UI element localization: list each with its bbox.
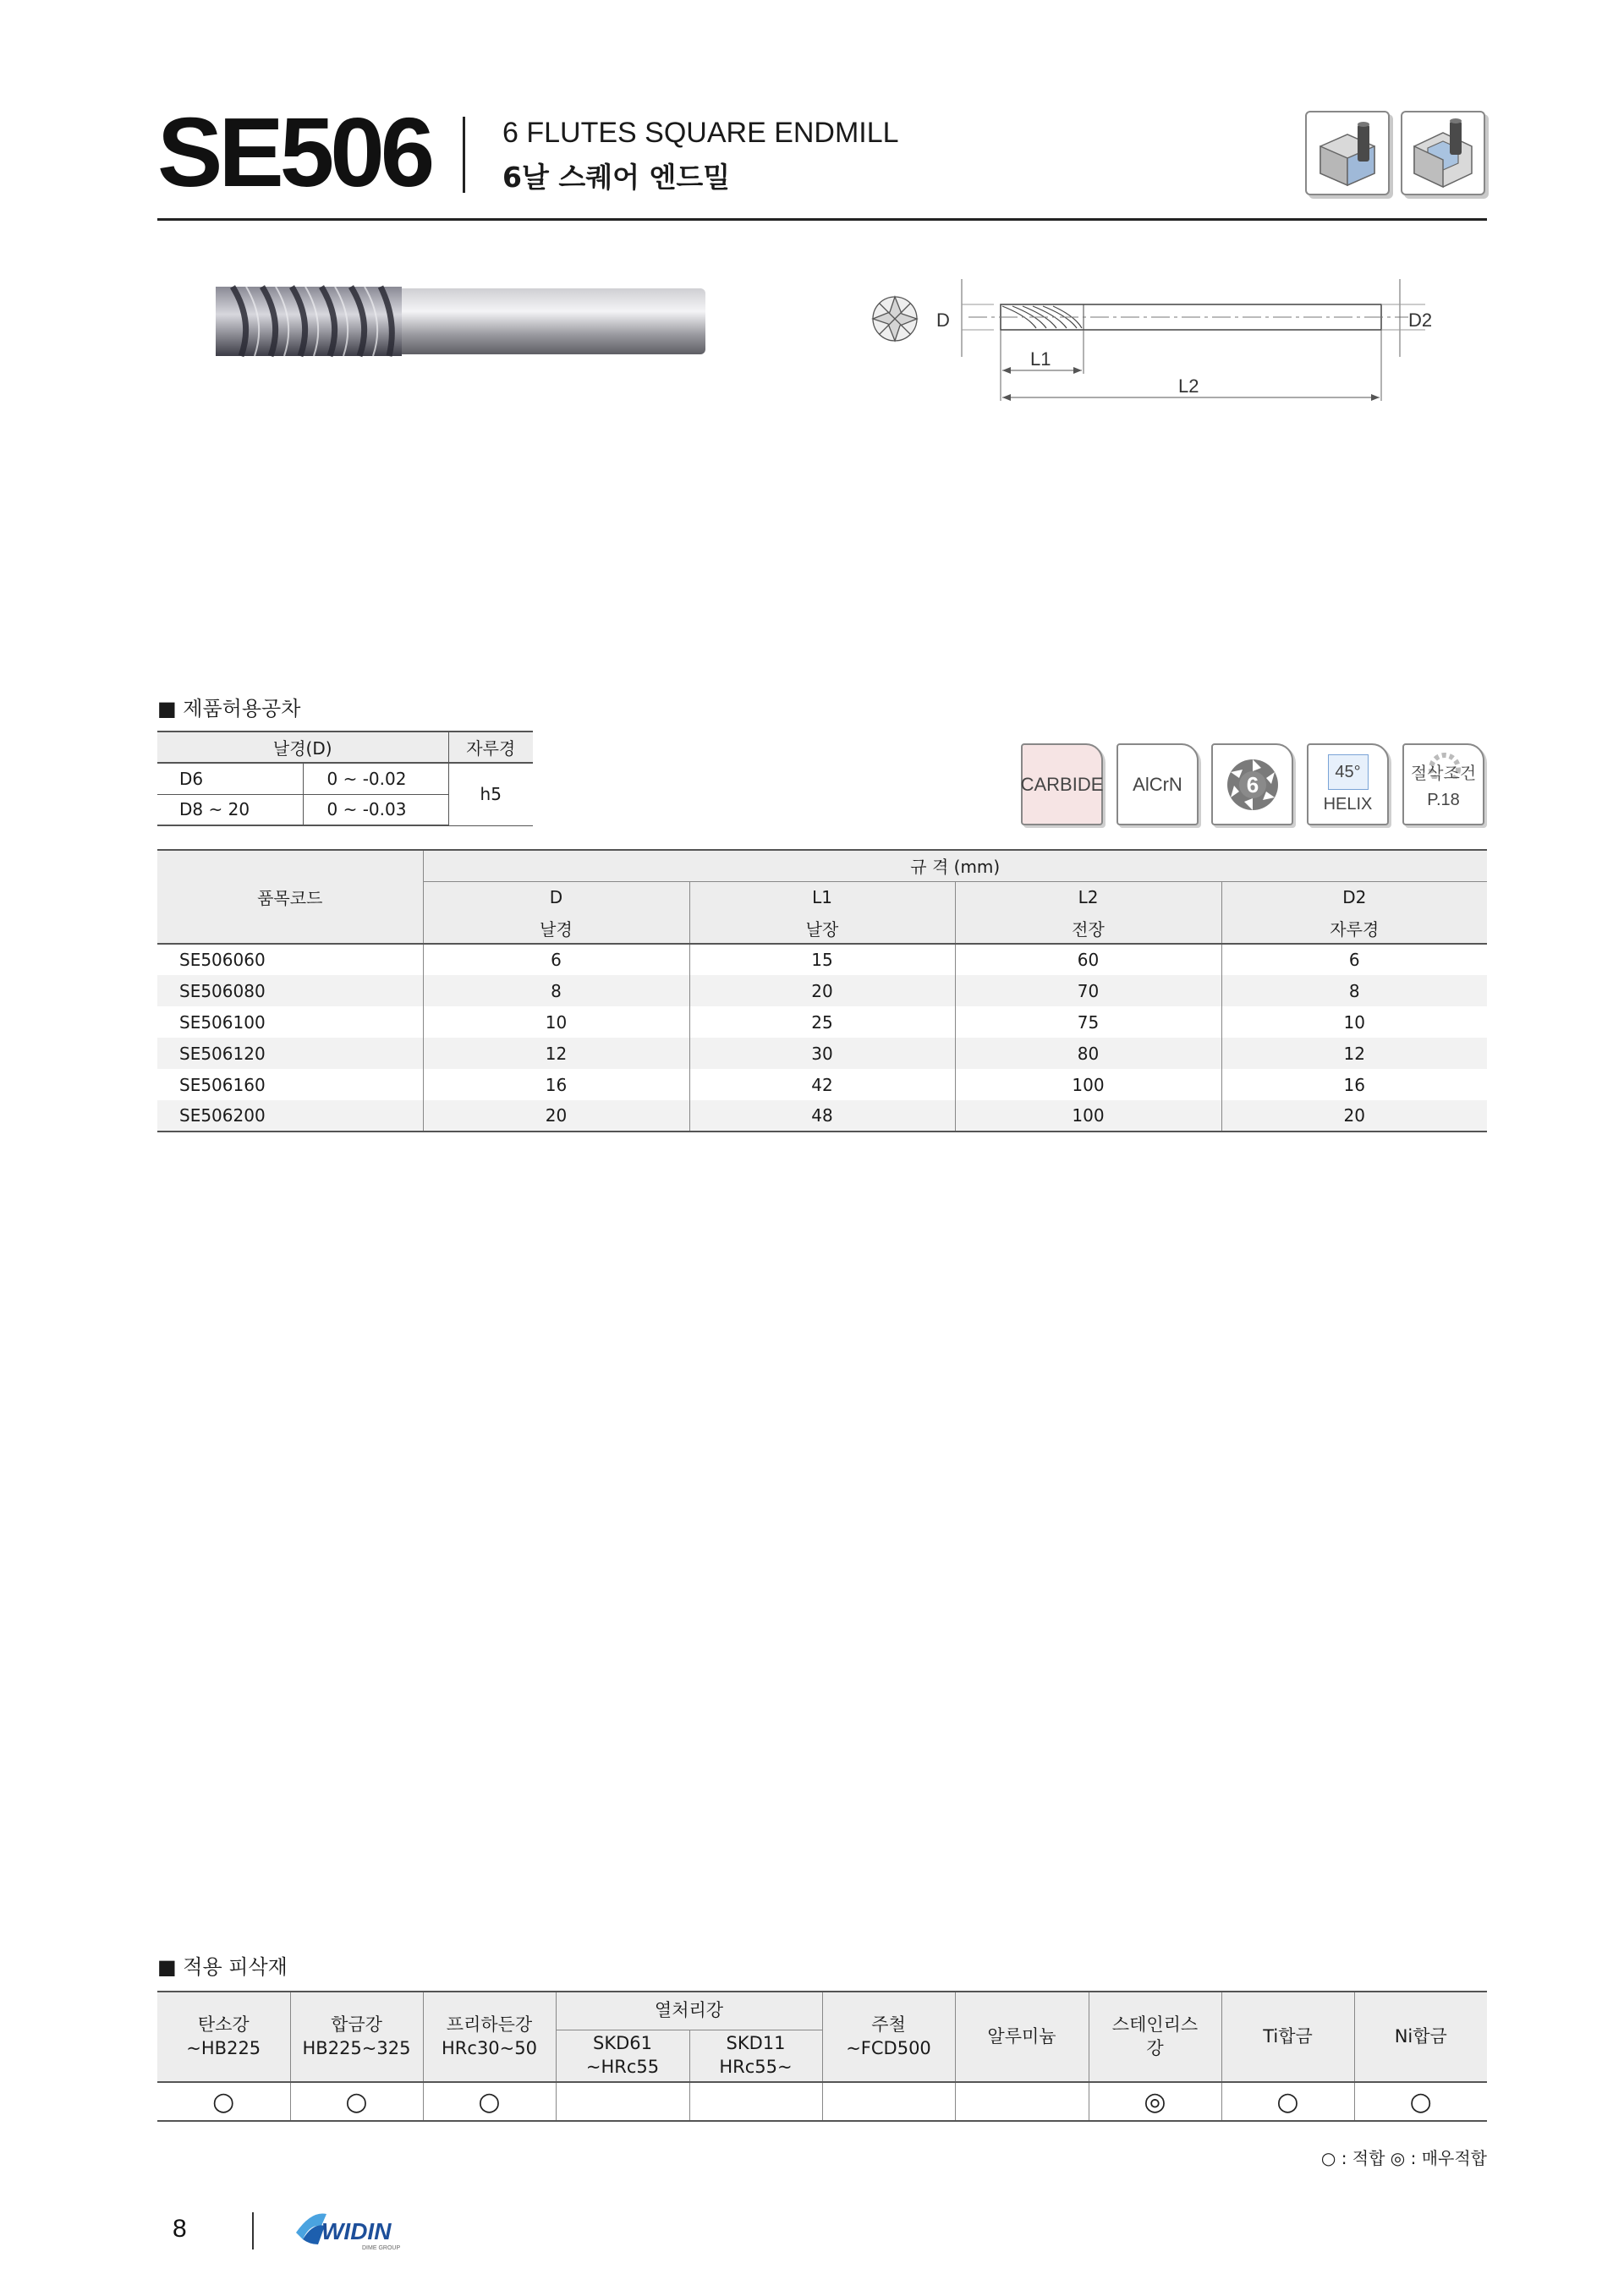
spec-header-name: 자루경 xyxy=(1221,912,1487,944)
material-stainless-steel: 스테인리스 강 xyxy=(1089,1992,1221,2082)
spec-cell: 10 xyxy=(1221,1006,1487,1038)
spec-header-name: 날경 xyxy=(423,912,689,944)
product-subtitle-ko: 6날 스퀘어 엔드밀 xyxy=(502,161,731,194)
material-skd11: SKD11 HRc55~ xyxy=(689,2030,822,2082)
material-cast-iron: 주철 ~FCD500 xyxy=(822,1992,955,2082)
material-heat-treated-steel: 열처리강 xyxy=(556,1992,822,2030)
flute-count-badge xyxy=(1211,743,1293,825)
alcrn-coating-badge: AlCrN xyxy=(1116,743,1199,825)
cutting-conditions-badge[interactable]: 절삭조건 P.18 xyxy=(1402,743,1484,825)
spec-cell: 6 xyxy=(423,944,689,975)
material-skd61: SKD61 ~HRc55 xyxy=(556,2030,689,2082)
product-code: SE506200 xyxy=(157,1100,423,1132)
spec-table xyxy=(157,849,1487,1132)
tolerance-table xyxy=(157,731,533,826)
table-row xyxy=(157,1006,1487,1038)
product-code: SE506080 xyxy=(157,975,423,1006)
helix-angle-badge: 45° HELIX xyxy=(1307,743,1389,825)
spec-cell: 70 xyxy=(955,975,1221,1006)
header-divider xyxy=(463,117,465,193)
shoulder-milling-icon xyxy=(1305,111,1390,195)
spec-header-sym: L1 xyxy=(689,881,955,912)
suitability-mark xyxy=(556,2082,689,2121)
suitability-row xyxy=(157,2082,1487,2121)
material-aluminum: 알루미늄 xyxy=(955,1992,1089,2082)
end-view-icon xyxy=(873,297,917,341)
spec-cell: 100 xyxy=(955,1069,1221,1100)
spec-cell: 30 xyxy=(689,1038,955,1069)
suitability-mark xyxy=(955,2082,1089,2121)
svg-text:6: 6 xyxy=(1246,771,1259,797)
product-code: SE506120 xyxy=(157,1038,423,1069)
tolerance-header-diameter: 날경(D) xyxy=(272,738,332,759)
spec-cell: 60 xyxy=(955,944,1221,975)
suitability-mark: ○ xyxy=(1221,2082,1354,2121)
dim-label-d: D xyxy=(936,310,950,331)
footer-divider xyxy=(252,2212,254,2249)
tolerance-value: 0 ~ -0.03 xyxy=(303,794,448,825)
product-model: SE506 xyxy=(157,97,431,207)
shank-tolerance: h5 xyxy=(448,763,533,825)
spec-header-sym: D2 xyxy=(1221,881,1487,912)
spec-cell: 10 xyxy=(423,1006,689,1038)
spec-cell: 8 xyxy=(423,975,689,1006)
spec-cell: 16 xyxy=(423,1069,689,1100)
spec-cell: 100 xyxy=(955,1100,1221,1132)
flute-count-icon xyxy=(1219,751,1287,819)
spec-cell: 12 xyxy=(1221,1038,1487,1069)
spec-cell: 75 xyxy=(955,1006,1221,1038)
product-subtitle-en: 6 FLUTES SQUARE ENDMILL xyxy=(502,117,899,149)
material-prehardened-steel: 프리하든강 HRc30~50 xyxy=(423,1992,556,2082)
endmill-dimension-drawing xyxy=(867,272,1451,407)
spec-cell: 8 xyxy=(1221,975,1487,1006)
tolerance-value: 0 ~ -0.02 xyxy=(303,763,448,794)
spec-cell: 6 xyxy=(1221,944,1487,975)
suitability-mark: ○ xyxy=(423,2082,556,2121)
endmill-photo xyxy=(216,283,710,363)
material-alloy-steel: 합금강 HB225~325 xyxy=(290,1992,423,2082)
tolerance-section-title: ■ 제품허용공차 xyxy=(157,697,301,721)
spec-cell: 20 xyxy=(689,975,955,1006)
suitability-mark xyxy=(822,2082,955,2121)
svg-text:WIDIN: WIDIN xyxy=(321,2218,392,2244)
tolerance-range: D8 ~ 20 xyxy=(157,794,303,825)
suitability-mark: ○ xyxy=(157,2082,290,2121)
table-row xyxy=(157,944,1487,975)
materials-table xyxy=(157,1991,1487,2122)
suitability-mark: ○ xyxy=(290,2082,423,2121)
spec-header-sym: D xyxy=(423,881,689,912)
spec-header-sym: L2 xyxy=(955,881,1221,912)
dim-label-d2: D2 xyxy=(1408,310,1433,331)
suitability-mark: ○ xyxy=(1354,2082,1487,2121)
spec-cell: 42 xyxy=(689,1069,955,1100)
table-row xyxy=(157,763,533,794)
suitability-mark: ◎ xyxy=(1089,2082,1221,2121)
materials-section-title: ■ 적용 피삭재 xyxy=(157,1955,288,1979)
spec-cell: 20 xyxy=(423,1100,689,1132)
product-code: SE506100 xyxy=(179,1011,266,1033)
spec-header-code: 품목코드 xyxy=(157,850,423,944)
spec-cell: 12 xyxy=(423,1038,689,1069)
material-ti-alloy: Ti합금 xyxy=(1221,1992,1354,2082)
widin-logo xyxy=(293,2207,420,2258)
tolerance-range: D6 xyxy=(157,763,303,794)
spec-cell: 16 xyxy=(1221,1069,1487,1100)
carbide-material-badge: CARBIDE xyxy=(1021,743,1103,825)
material-carbon-steel: 탄소강 ~HB225 xyxy=(157,1992,290,2082)
dim-label-l1: L1 xyxy=(1030,348,1051,370)
spec-cell: 80 xyxy=(955,1038,1221,1069)
table-row xyxy=(157,1038,1487,1069)
dim-label-l2: L2 xyxy=(1178,375,1199,397)
table-row xyxy=(157,1069,1487,1100)
spec-header-group: 규 격 (mm) xyxy=(423,850,1487,881)
header-rule xyxy=(157,218,1487,221)
spec-cell: 48 xyxy=(689,1100,955,1132)
pocket-milling-icon xyxy=(1401,111,1485,195)
spec-cell: 15 xyxy=(689,944,955,975)
spec-cell: 25 xyxy=(689,1006,955,1038)
suitability-mark xyxy=(689,2082,822,2121)
page-number: 8 xyxy=(173,2215,187,2243)
table-row xyxy=(157,1100,1487,1132)
helix-icon: 45° xyxy=(1328,754,1369,790)
spec-header-name: 전장 xyxy=(955,912,1221,944)
tolerance-header-shank: 자루경 xyxy=(448,732,533,763)
svg-text:DIME GROUP: DIME GROUP xyxy=(362,2245,401,2251)
spec-header-name: 날장 xyxy=(689,912,955,944)
product-code: SE506160 xyxy=(179,1074,266,1095)
table-row xyxy=(157,975,1487,1006)
material-ni-alloy: Ni합금 xyxy=(1354,1992,1487,2082)
product-code: SE506060 xyxy=(179,950,266,970)
suitability-legend: ○ : 적합 ◎ : 매우적합 xyxy=(1320,2148,1487,2168)
spec-cell: 20 xyxy=(1221,1100,1487,1132)
